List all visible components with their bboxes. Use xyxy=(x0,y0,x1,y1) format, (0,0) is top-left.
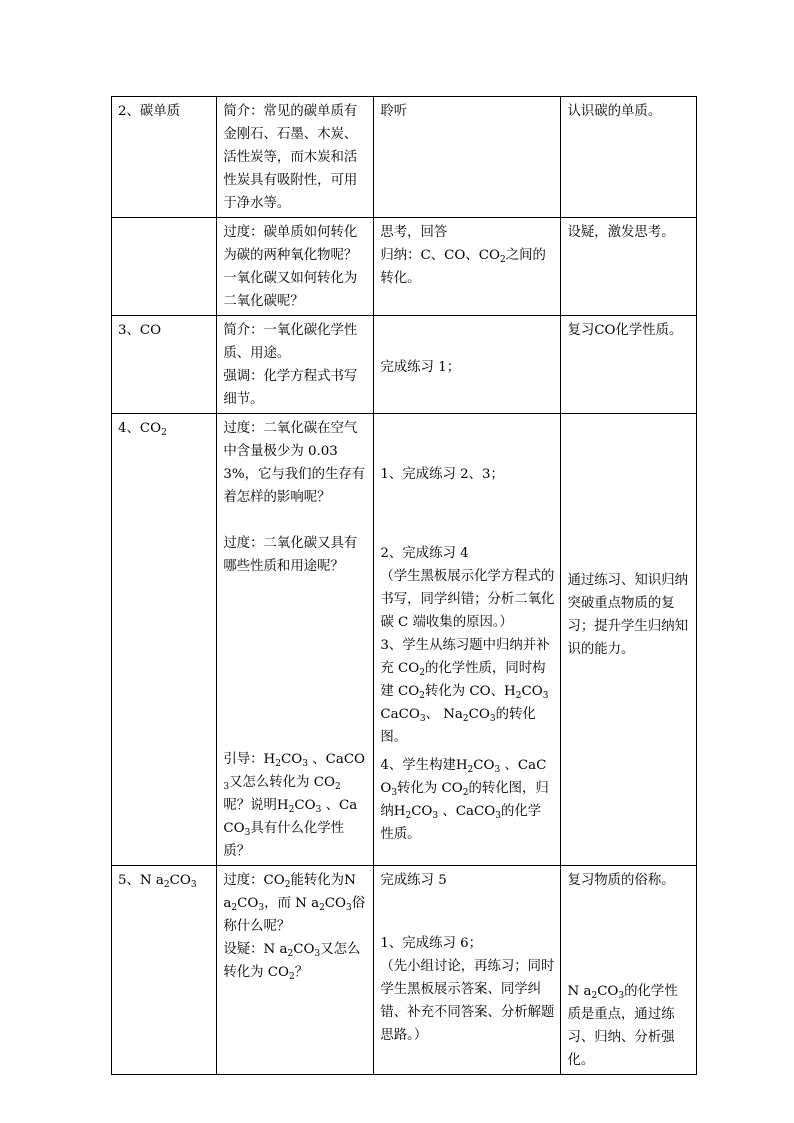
student-text: 聆听 xyxy=(380,104,408,119)
topic-text: 4、$CO_2$ xyxy=(118,421,167,438)
teacher-text: 过度：二氧化碳在空气中含量极少为 0.033%，它与我们的生存有着怎样的影响呢？ xyxy=(223,421,366,505)
table-row xyxy=(112,866,697,1075)
student-cell xyxy=(374,218,561,316)
table-row xyxy=(112,97,697,218)
intent-cell xyxy=(561,97,697,218)
topic-cell xyxy=(112,316,217,414)
student-text: （先小组讨论，再练习；同时学生黑板展示答案、同学纠错、补充不同答案、分析解题思路。） xyxy=(380,959,555,1043)
teacher-cell xyxy=(217,414,374,866)
student-text: 完成练习 1； xyxy=(380,360,461,375)
teacher-cell xyxy=(217,866,374,1075)
intent-cell xyxy=(561,316,697,414)
teacher-text: 过度：二氧化碳又具有哪些性质和用途呢？ xyxy=(223,536,358,574)
topic-text: 5、N $a_2CO_3$ xyxy=(118,873,197,890)
intent-text: 认识碳的单质。 xyxy=(567,104,662,119)
teacher-text: 过度：$CO_2$能转化为N $a_2CO_3$，而 N $a_2CO_3$俗称什么呢？ xyxy=(223,873,366,934)
topic-cell xyxy=(112,866,217,1075)
teacher-cell xyxy=(217,218,374,316)
student-text: 3、学生从练习题中归纳并补充 $CO_2$的化学性质，同时构建 $CO_2$转化为 CO、$H_2CO_3$ CaCO$_3$、 $Na_2CO_3$的转化图。 xyxy=(380,638,550,745)
student-cell xyxy=(374,316,561,414)
teacher-text: 简介：一氧化碳化学性质、用途。 xyxy=(223,323,358,361)
table-row xyxy=(112,218,697,316)
topic-cell xyxy=(112,414,217,866)
student-cell xyxy=(374,866,561,1075)
student-cell xyxy=(374,414,561,866)
student-text: 1、完成练习 6； xyxy=(380,936,483,951)
table-row xyxy=(112,414,697,866)
intent-cell xyxy=(561,414,697,866)
intent-text: 设疑，激发思考。 xyxy=(567,225,675,240)
intent-text: 通过练习、知识归纳突破重点物质的复习；提升学生归纳知识的能力。 xyxy=(567,573,688,657)
teacher-text: 简介：常见的碳单质有金刚石、石墨、木炭、活性炭等，而木炭和活性炭具有吸附性，可用于净水等。 xyxy=(223,104,358,211)
lesson-plan-table xyxy=(111,96,697,1075)
teacher-text: 强调：化学方程式书写细节。 xyxy=(223,369,358,407)
topic-cell xyxy=(112,218,217,316)
student-text: 2、完成练习 4 xyxy=(380,546,469,561)
intent-cell xyxy=(561,866,697,1075)
student-text: （学生黑板展示化学方程式的书写，同学纠错；分析二氧化碳 C 端收集的原因。） xyxy=(380,569,555,630)
teacher-text: 设疑：N $a_2CO_3$又怎么转化为 $CO_2$？ xyxy=(223,942,361,982)
student-text: 完成练习 5 xyxy=(380,873,447,888)
table-row xyxy=(112,316,697,414)
teacher-text: 过度：碳单质如何转化为碳的两种氧化物呢？一氧化碳又如何转化为二氧化碳呢？ xyxy=(223,225,358,309)
student-cell xyxy=(374,97,561,218)
intent-text: 复习CO化学性质。 xyxy=(567,323,683,338)
intent-text: N $a_2CO_3$的化学性质是重点，通过练习、归纳、分析强化。 xyxy=(567,984,678,1068)
topic-text: 2、碳单质 xyxy=(118,104,181,119)
topic-cell xyxy=(112,97,217,218)
student-text: 4、学生构建$H_2CO_3$ 、CaCO$_3$转化为 $CO_2$的转化图，归纳$H_2CO_3$ 、CaCO$_3$的化学性质。 xyxy=(380,758,549,842)
teacher-cell xyxy=(217,97,374,218)
teacher-text: 引导：$H_2CO_3$ 、CaCO$_3$又怎么转化为 $CO_2$呢？说明$H_2CO_3$ 、CaCO$_3$具有什么化学性质？ xyxy=(223,752,366,859)
topic-text: 3、CO xyxy=(118,323,162,338)
intent-cell xyxy=(561,218,697,316)
intent-text: 复习物质的俗称。 xyxy=(567,873,675,888)
student-text: 归纳：C、CO、$CO_2$之间的转化。 xyxy=(380,248,546,286)
student-text: 1、完成练习 2、3； xyxy=(380,467,504,482)
student-text: 思考，回答 xyxy=(380,225,448,240)
teacher-cell xyxy=(217,316,374,414)
